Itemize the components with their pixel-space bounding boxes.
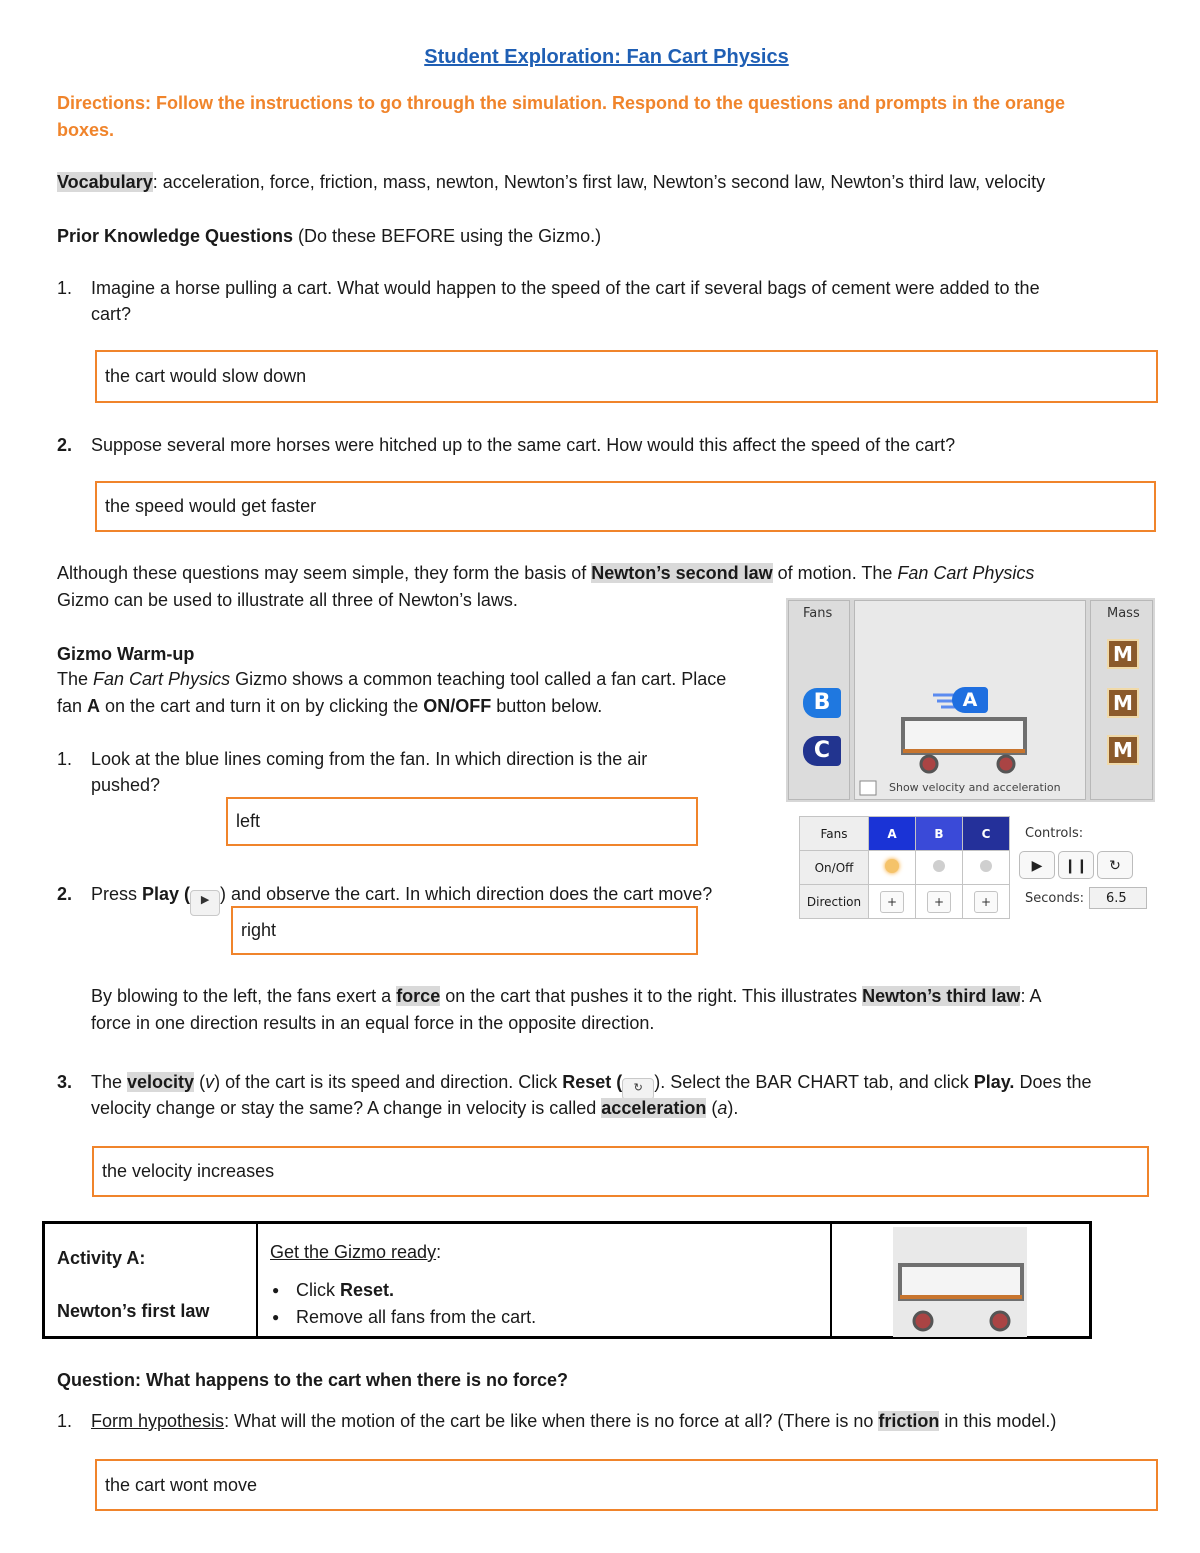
gizmo-ready-colon: : (436, 1242, 442, 1262)
col-header-b: B (916, 817, 963, 851)
basis-paragraph-line-2: Gizmo can be used to illustrate all three of Newton’s laws. (57, 590, 518, 610)
pause-icon: ❙❙ (1064, 857, 1088, 873)
seconds-label: Seconds: (1025, 891, 1084, 906)
q3-reset: Reset (562, 1072, 612, 1092)
q3-l2-c: ( (706, 1098, 718, 1118)
empty-cart-wheel-left (914, 1312, 932, 1330)
prior-q2: Suppose several more horses were hitched up to the same cart. How would this affect the speed of the cart? (91, 435, 956, 455)
term-acceleration: acceleration (601, 1098, 707, 1118)
third-law-paragraph-line-2: force in one direction results in an equal force in the opposite direction. (91, 1013, 655, 1033)
warmup-l2-c: on the cart and turn it on by clicking the (100, 696, 424, 716)
play-icon: ▶ (1031, 857, 1043, 873)
term-newtons-third-law: Newton’s third law (862, 986, 1021, 1006)
mass-block-1[interactable]: M (1107, 639, 1139, 669)
controls-label: Controls: (1025, 826, 1084, 841)
warmup-l2-fan: A (87, 696, 101, 716)
q3-e: ) of the cart is its speed and direction. Click (214, 1072, 563, 1092)
warmup-l1-b: Gizmo shows a common teaching tool called a fan cart. Place (230, 669, 727, 689)
bullet-1 (272, 1277, 395, 1303)
reset-button[interactable] (1097, 851, 1133, 879)
q3-play: Play. (973, 1072, 1015, 1092)
vocabulary-label: Vocabulary (57, 172, 153, 192)
term-velocity: velocity (127, 1072, 195, 1092)
q3-h: ). Select the BAR CHART tab, and click (654, 1072, 974, 1092)
mass-label: Mass (1107, 606, 1140, 621)
activity-instructions-cell (258, 1224, 832, 1336)
fan-a-icon[interactable]: A (952, 687, 988, 713)
q3-v: v (205, 1072, 215, 1092)
third-law-e: : A (1020, 986, 1042, 1006)
fans-col-header: Fans (800, 817, 869, 851)
warmup-answer-2-box[interactable] (231, 906, 698, 955)
cart-stage (854, 600, 1086, 800)
question-q1-d: in this model.) (939, 1411, 1057, 1431)
direction-b (916, 885, 963, 919)
bullet-1-a: Click (296, 1280, 340, 1300)
warmup-q2-number: 2. (57, 884, 73, 904)
fan-c-icon[interactable]: C (803, 736, 841, 766)
direction-a-button[interactable]: + (880, 891, 904, 913)
warmup-q2-paren: ( (179, 884, 191, 904)
cart-wheel-right (998, 756, 1014, 772)
basis-paragraph-line-1 (57, 560, 1034, 586)
prior-q2-number: 2. (57, 435, 73, 455)
question-q1-b: : What will the motion of the cart be like when there is no force at all? (There is no (224, 1411, 879, 1431)
pause-button[interactable] (1058, 851, 1094, 879)
bullet-icon: ● (272, 1310, 280, 1324)
prior-knowledge-heading (57, 223, 601, 249)
cart-wheel-left (921, 756, 937, 772)
activity-name: Newton’s first law (57, 1301, 210, 1321)
basis-gizmo-name: Fan Cart Physics (897, 563, 1035, 583)
warmup-l2-a: fan (57, 696, 88, 716)
activity-label: Activity A: (57, 1248, 146, 1268)
direction-c (963, 885, 1010, 919)
prior-answer-1: the cart would slow down (105, 366, 307, 386)
fan-control-table (799, 816, 1010, 919)
bullet-2-text: Remove all fans from the cart. (296, 1307, 537, 1327)
mass-block-2[interactable]: M (1107, 688, 1139, 718)
warmup-answer-3-box[interactable] (92, 1146, 1149, 1197)
seconds-value: 6.5 (1089, 887, 1147, 909)
empty-cart-wheel-right (991, 1312, 1009, 1330)
third-law-paragraph-line-1 (91, 983, 1041, 1009)
question-answer-1: the cart wont move (105, 1474, 258, 1495)
directions-line-1: Directions: Follow the instructions to go through the simulation. Respond to the questions and prompts in the orange (57, 93, 1065, 113)
mass-block-3[interactable]: M (1107, 735, 1139, 765)
prior-q1-line-1: Imagine a horse pulling a cart. What would happen to the speed of the cart if several bags of cement were added to the (91, 278, 1040, 298)
mass-panel (1090, 600, 1153, 800)
fans-panel (788, 600, 850, 800)
term-newtons-second-law: Newton’s second law (591, 563, 773, 583)
activity-a-table (42, 1221, 1092, 1339)
term-force: force (396, 986, 441, 1006)
col-header-a: A (869, 817, 916, 851)
q3-l2-e: ). (727, 1098, 739, 1118)
warmup-line-1 (57, 666, 726, 692)
direction-a (869, 885, 916, 919)
q3-j: Does the (1014, 1072, 1092, 1092)
third-law-c: on the cart that pushes it to the right. This illustrates (440, 986, 863, 1006)
term-friction: friction (878, 1411, 940, 1431)
warmup-l1-a: The (57, 669, 94, 689)
empty-cart-image (893, 1227, 1027, 1337)
bullet-1-reset: Reset. (340, 1280, 395, 1300)
empty-cart-body (900, 1265, 1022, 1299)
prior-answer-2: the speed would get faster (105, 496, 317, 516)
warmup-l2-onoff: ON/OFF (423, 696, 492, 716)
question-q1-number: 1. (57, 1411, 73, 1431)
directions-line-2: boxes. (57, 120, 115, 140)
basis-text: Although these questions may seem simple, they form the basis of (57, 563, 592, 583)
show-velocity-label: Show velocity and acceleration (889, 781, 1061, 794)
warmup-q1-line-1: Look at the blue lines coming from the fan. In which direction is the air (91, 749, 648, 769)
question-answer-1-box[interactable] (95, 1459, 1158, 1511)
prior-answer-1-box[interactable] (95, 350, 1158, 403)
fans-label: Fans (803, 606, 833, 621)
warmup-q2-a: Press (91, 884, 143, 904)
warmup-answer-1: left (236, 811, 261, 831)
warmup-l2-e: button below. (491, 696, 603, 716)
q3-c: ( (194, 1072, 206, 1092)
warmup-answer-1-box[interactable] (226, 797, 698, 846)
reset-icon: ↻ (1109, 857, 1121, 873)
show-velocity-checkbox[interactable] (860, 781, 876, 795)
third-law-a: By blowing to the left, the fans exert a (91, 986, 397, 1006)
direction-c-button[interactable]: + (974, 891, 998, 913)
vocabulary (57, 169, 1045, 195)
q3-l2-a-symbol: a (717, 1098, 728, 1118)
gizmo-ready-heading (270, 1239, 441, 1265)
page-title: Student Exploration: Fan Cart Physics (424, 46, 789, 68)
warmup-q1-number: 1. (57, 749, 73, 769)
bullet-2 (272, 1304, 537, 1330)
basis-text-2: of motion. The (772, 563, 898, 583)
warmup-answer-2: right (241, 920, 277, 940)
prior-answer-2-box[interactable] (95, 481, 1156, 532)
off-light-icon (933, 860, 945, 872)
warmup-l1-italic: Fan Cart Physics (93, 669, 231, 689)
question-heading: Question: What happens to the cart when there is no force? (57, 1370, 569, 1390)
q3-l2-a: velocity change or stay the same? A change in velocity is called (91, 1098, 602, 1118)
activity-label-cell (45, 1224, 258, 1336)
q3-a: The (91, 1072, 128, 1092)
gizmo-simulation (786, 598, 1155, 802)
warmup-answer-3: the velocity increases (102, 1161, 275, 1181)
vocabulary-terms: : acceleration, force, friction, mass, newton, Newton’s first law, Newton’s second law, Newton’s third law, velocity (152, 172, 1046, 192)
question-q1 (91, 1408, 1056, 1434)
gizmo-ready-text: Get the Gizmo ready (270, 1242, 437, 1262)
prior-heading-note: (Do these BEFORE using the Gizmo.) (293, 226, 602, 246)
form-hypothesis: Form hypothesis (91, 1411, 225, 1431)
bullet-icon: ● (272, 1283, 280, 1297)
onoff-a[interactable] (869, 851, 916, 885)
col-header-c: C (963, 817, 1010, 851)
warmup-line-2 (57, 693, 602, 719)
warmup-q3-number: 3. (57, 1072, 73, 1092)
direction-b-button[interactable]: + (927, 891, 951, 913)
prior-q1-number: 1. (57, 278, 73, 298)
play-button[interactable] (1019, 851, 1055, 879)
q3-g: ( (611, 1072, 623, 1092)
onoff-b[interactable] (916, 851, 963, 885)
prior-q1-line-2: cart? (91, 304, 132, 324)
off-light-icon (980, 860, 992, 872)
warmup-q1-line-2: pushed? (91, 775, 161, 795)
onoff-c[interactable] (963, 851, 1010, 885)
warmup-q2-d: ) and observe the cart. In which direction does the cart move? (220, 884, 713, 904)
cart-body (903, 719, 1025, 753)
on-light-icon (885, 859, 899, 873)
reset-icon: ↻ (622, 1078, 654, 1100)
prior-heading-bold: Prior Knowledge Questions (57, 226, 294, 246)
warmup-heading: Gizmo Warm-up (57, 644, 195, 664)
play-icon: ▶ (190, 890, 220, 916)
fan-b-icon[interactable]: B (803, 688, 841, 718)
onoff-row-label: On/Off (800, 851, 869, 885)
direction-row-label: Direction (800, 885, 869, 919)
warmup-q2-play: Play (142, 884, 180, 904)
warmup-q3-line-2 (91, 1095, 738, 1121)
